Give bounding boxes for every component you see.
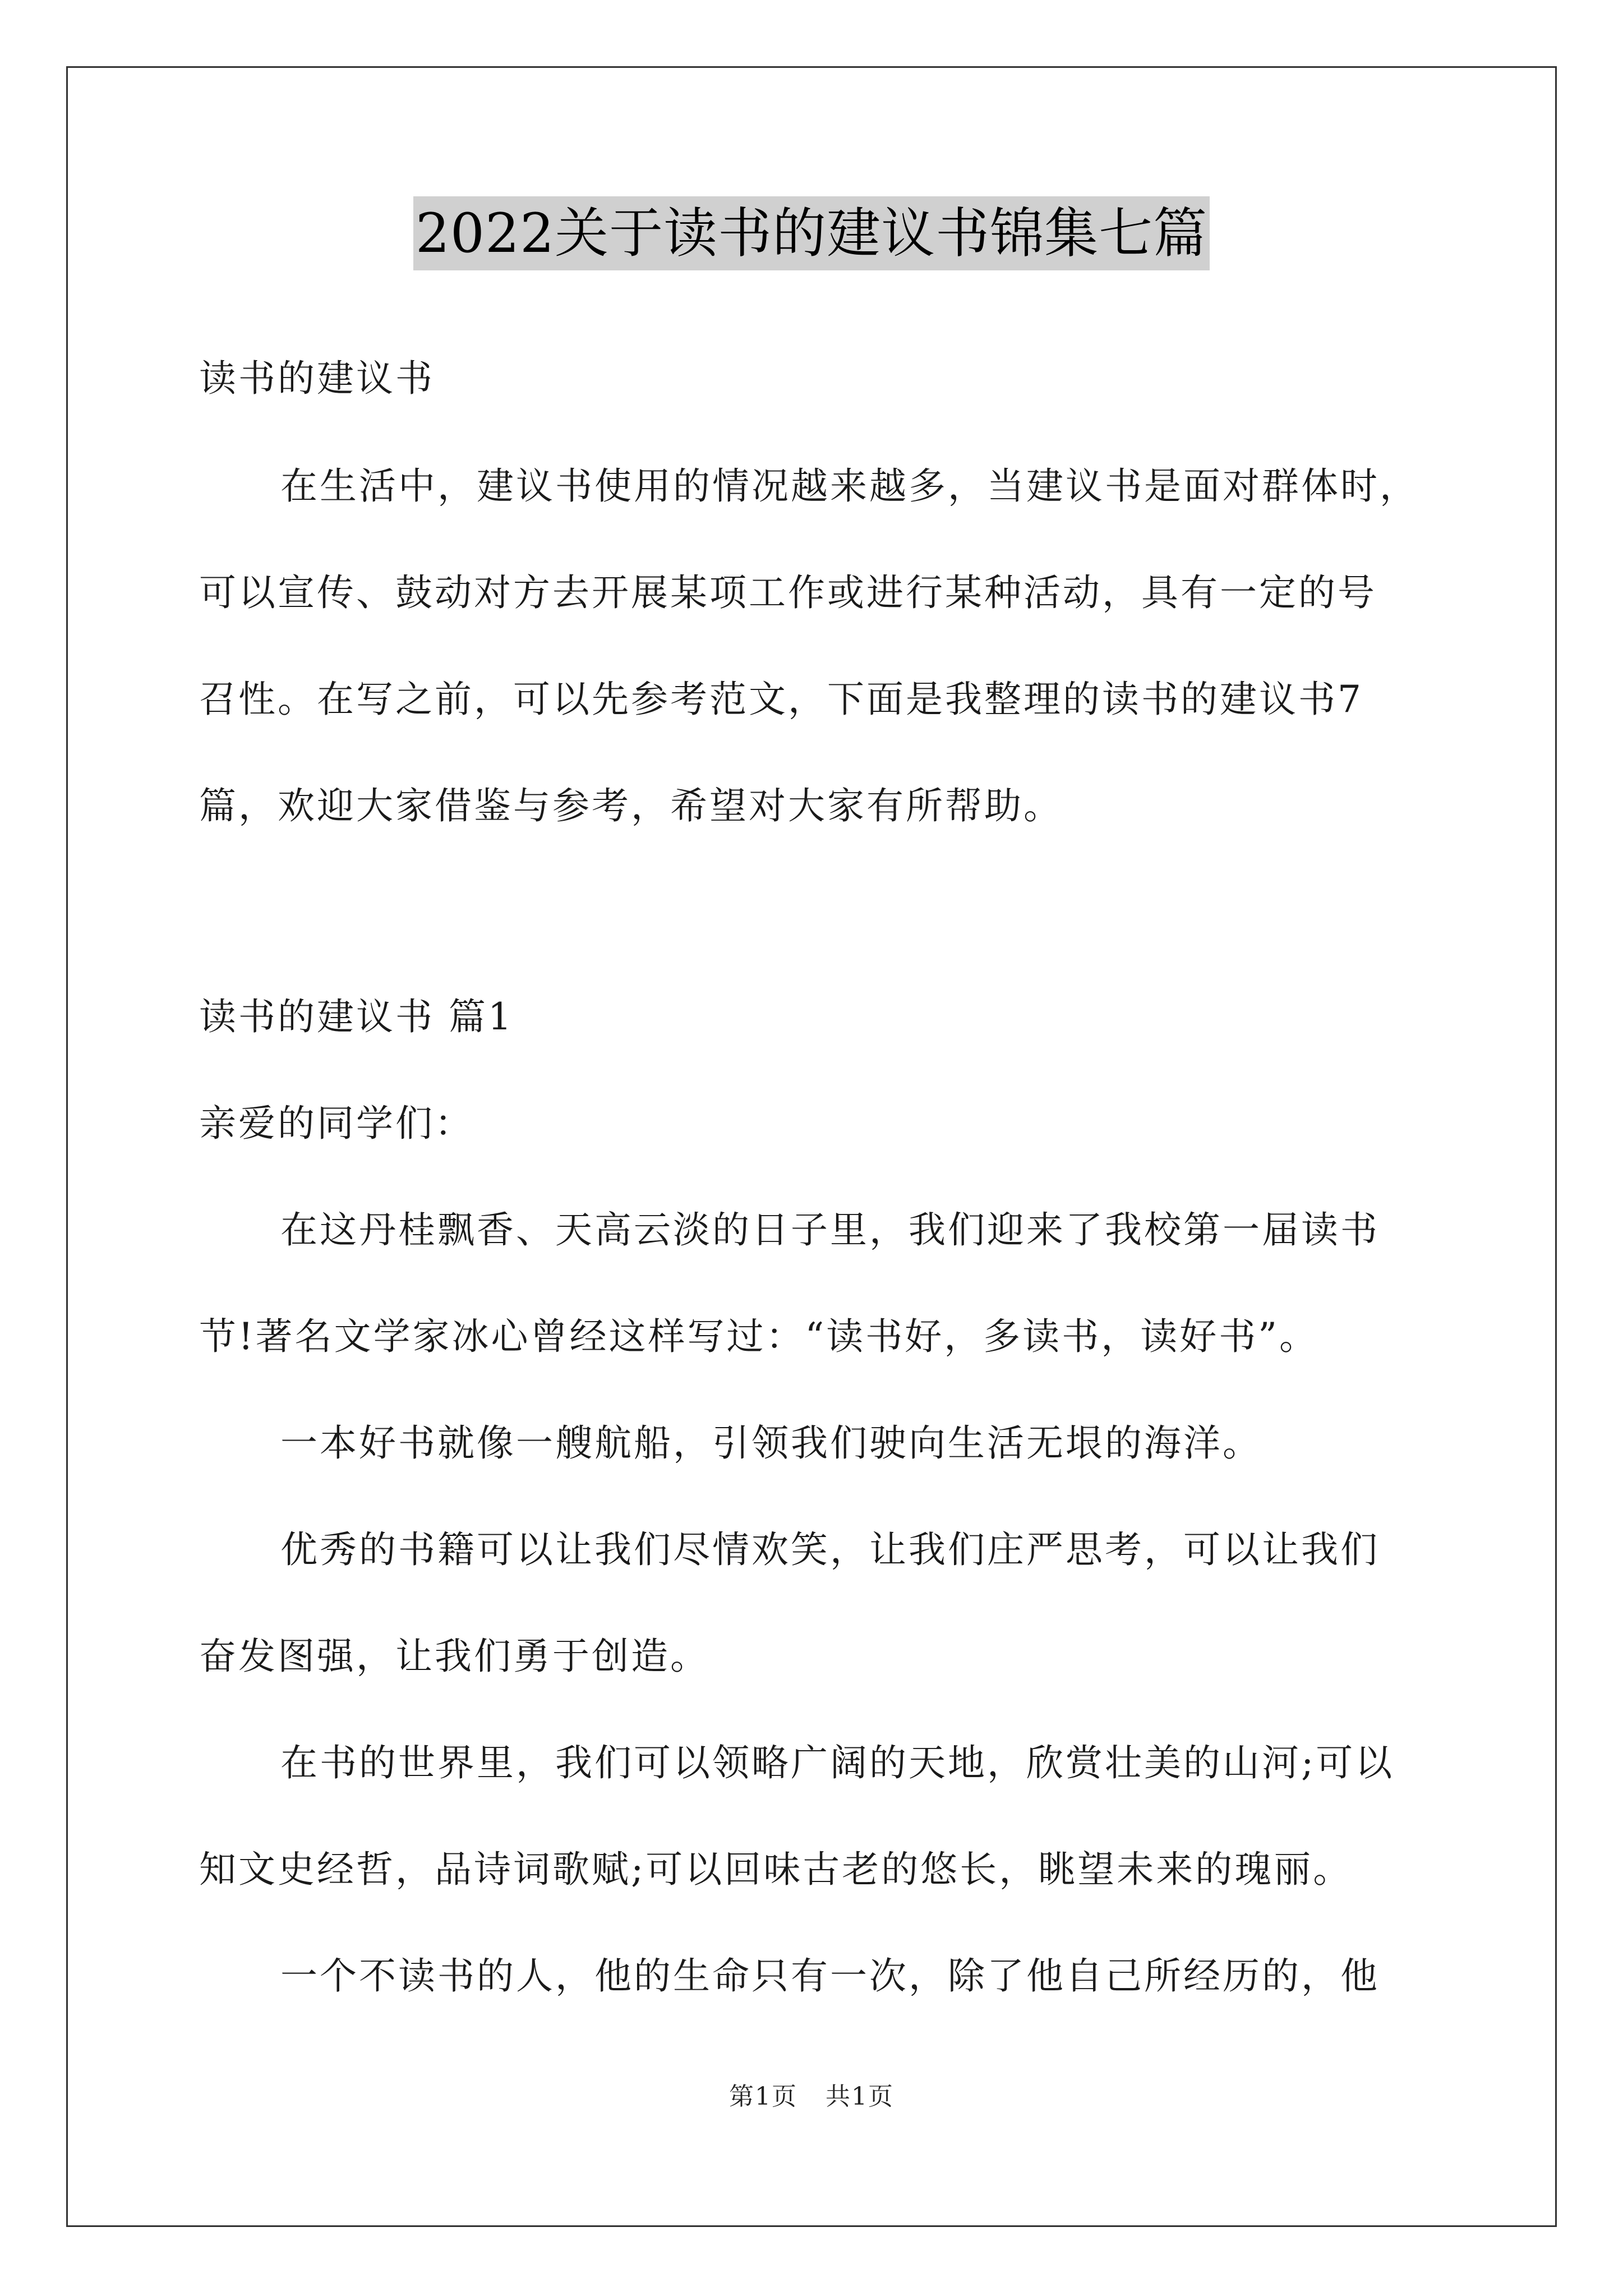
- section-heading: 读书的建议书: [199, 357, 435, 400]
- paragraph-line: 优秀的书籍可以让我们尽情欢笑，让我们庄严思考，可以让我们: [280, 1528, 1380, 1571]
- paragraph-line: 在书的世界里，我们可以领略广阔的天地，欣赏壮美的山河;可以: [280, 1741, 1395, 1784]
- salutation: 亲爱的同学们：: [199, 1102, 474, 1145]
- page-number: 第1页: [729, 2082, 797, 2111]
- page-total: 共1页: [826, 2082, 894, 2111]
- section-heading: 读书的建议书 篇1: [199, 995, 514, 1038]
- paragraph-line: 在生活中，建议书使用的情况越来越多，当建议书是面对群体时，: [280, 464, 1419, 508]
- paragraph-line: 节!著名文学家冰心曾经这样写过：“读书好，多读书，读好书”。: [199, 1315, 1319, 1358]
- page-footer: [0, 2080, 1623, 2114]
- paragraph-line: 篇，欢迎大家借鉴与参考，希望对大家有所帮助。: [199, 784, 1063, 827]
- paragraph-line: 知文史经哲，品诗词歌赋;可以回味古老的悠长，眺望未来的瑰丽。: [199, 1848, 1353, 1891]
- paragraph-line: 召性。在写之前，可以先参考范文，下面是我整理的读书的建议书7: [199, 678, 1363, 721]
- paragraph-line: 可以宣传、鼓动对方去开展某项工作或进行某种活动，具有一定的号: [199, 571, 1377, 614]
- paragraph-line: 一个不读书的人，他的生命只有一次，除了他自己所经历的，他: [280, 1954, 1380, 1998]
- paragraph-line: 在这丹桂飘香、天高云淡的日子里，我们迎来了我校第一届读书: [280, 1208, 1380, 1251]
- document-title: 2022关于读书的建议书锦集七篇: [413, 196, 1210, 270]
- paragraph-line: 奋发图强，让我们勇于创造。: [199, 1635, 709, 1678]
- paragraph-line: 一本好书就像一艘航船，引领我们驶向生活无垠的海洋。: [280, 1421, 1262, 1465]
- title-container: [0, 196, 1623, 270]
